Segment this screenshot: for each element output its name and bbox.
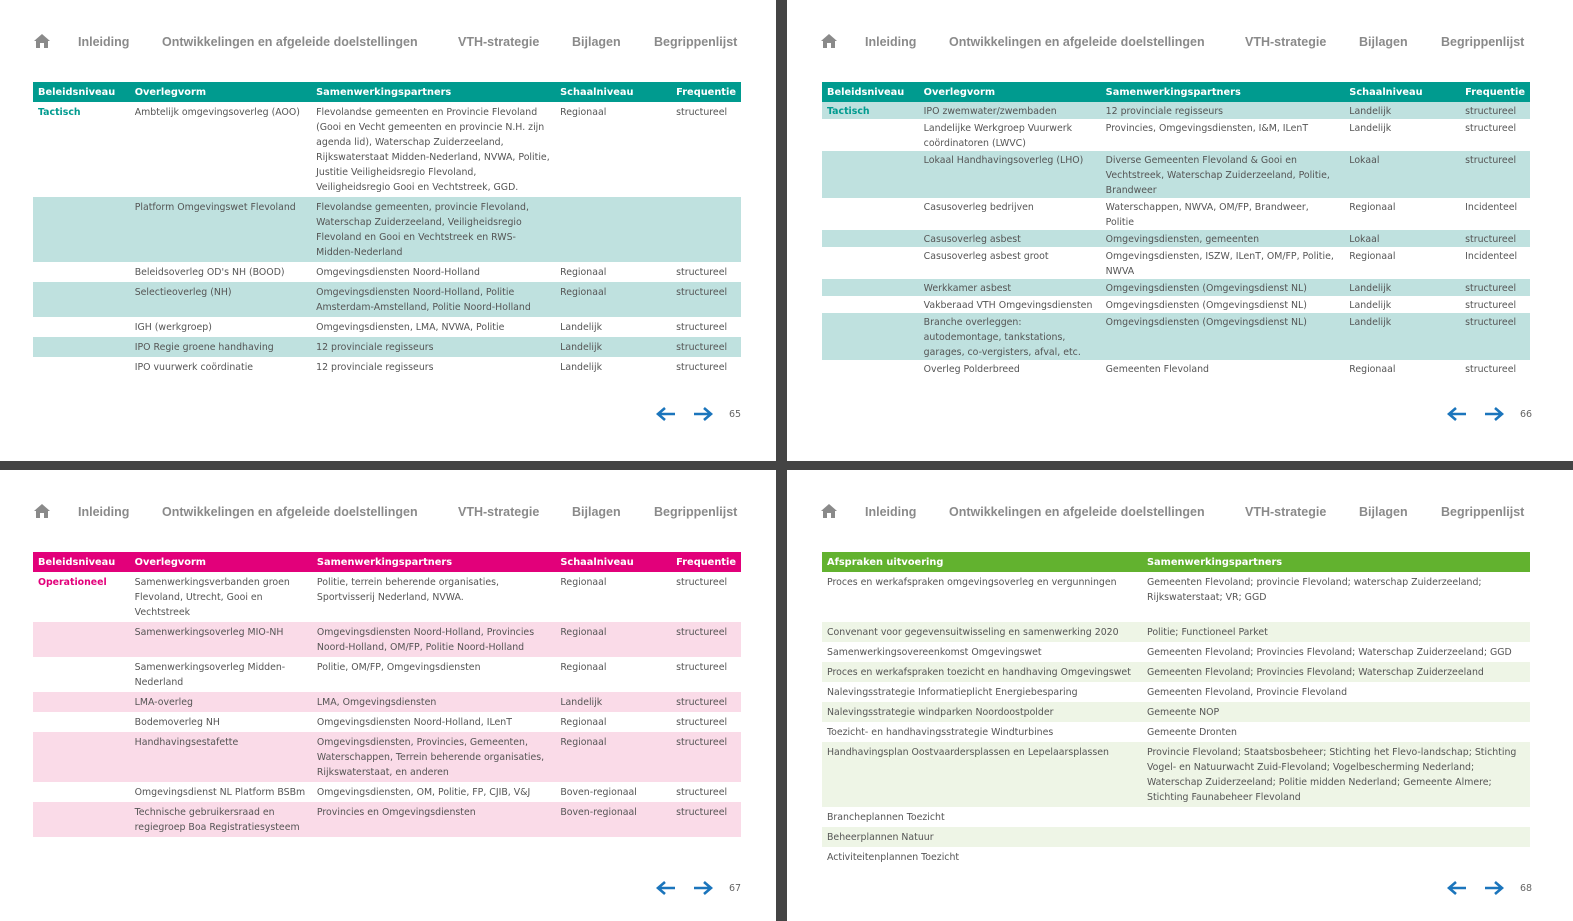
table-row: [822, 722, 1530, 742]
column-header: Beleidsniveau: [38, 86, 116, 98]
cell-beleidsniveau: [822, 230, 919, 247]
cell-schaalniveau: Landelijk: [560, 697, 603, 708]
cell-frequentie: structureel: [676, 107, 728, 118]
cell-frequentie: structureel: [1465, 123, 1517, 134]
table-row: [822, 279, 1530, 296]
nav-item-3[interactable]: Bijlagen: [572, 35, 621, 49]
cell-beleidsniveau: [822, 313, 919, 360]
cell-overlegvorm: Technische gebruikersraad en regiegroep Boa Registratiesysteem: [134, 807, 300, 833]
column-header: Samenwerkingspartners: [1147, 556, 1283, 568]
cell-samenwerkingspartners: Provincies en Omgevingsdiensten: [316, 807, 476, 818]
cell-frequentie: structureel: [676, 697, 728, 708]
column-header: Samenwerkingspartners: [316, 556, 453, 568]
table-row: [33, 692, 741, 712]
cell-afspraak: Toezicht- en handhavingsstrategie Windturbines: [827, 727, 1054, 738]
cell-frequentie: structureel: [1465, 317, 1517, 328]
table-row: [822, 827, 1530, 847]
cell-beleidsniveau: [33, 782, 130, 802]
partners-table: [822, 552, 1530, 867]
cell-overlegvorm: Branche overleggen: autodemontage, tankstations, garages, co-vergisters, afval, etc.: [923, 317, 1081, 358]
table-row: [33, 622, 741, 657]
cell-samenwerkingspartners: Omgevingsdiensten, OM, Politie, FP, CJIB, V&J: [316, 787, 531, 798]
nav-item-3[interactable]: Bijlagen: [1359, 505, 1408, 519]
cell-samenwerkingspartners: Omgevingsdiensten Noord-Holland, Provincies Noord-Holland, OM/FP, Politie Noord-Holland: [316, 627, 535, 653]
cell-beleidsniveau: [822, 198, 919, 230]
column-header: Frequentie: [676, 86, 736, 98]
table-row: [822, 807, 1530, 827]
cell-overlegvorm: Ambtelijk omgevingsoverleg (AOO): [134, 107, 300, 118]
column-header: Overlegvorm: [923, 86, 996, 98]
table-row: [33, 102, 741, 197]
table-row: [822, 742, 1530, 807]
table-row: [822, 198, 1530, 230]
cell-frequentie: structureel: [676, 342, 728, 353]
column-header: Schaalniveau: [1349, 86, 1423, 98]
cell-samenwerkingspartners: Politie; Functioneel Parket: [1147, 627, 1268, 638]
nav-item-1[interactable]: Ontwikkelingen en afgeleide doelstellingen: [949, 35, 1205, 49]
cell-frequentie: structureel: [676, 322, 728, 333]
cell-frequentie: structureel: [676, 577, 728, 588]
page-number: 68: [1520, 883, 1533, 894]
table-header-row: [822, 552, 1530, 572]
table-row: [822, 642, 1530, 662]
table-row: [33, 337, 741, 357]
nav-item-2[interactable]: VTH-strategie: [1245, 505, 1327, 519]
cell-afspraak: Beheerplannen Natuur: [827, 832, 934, 843]
cell-schaalniveau: Regionaal: [560, 627, 607, 638]
cell-overlegvorm: Selectieoverleg (NH): [134, 287, 232, 298]
cell-schaalniveau: Regionaal: [560, 717, 607, 728]
table-row: [822, 247, 1530, 279]
cell-frequentie: structureel: [1465, 300, 1517, 311]
table-row: [822, 296, 1530, 313]
arrow-right-icon[interactable]: [692, 879, 714, 897]
cell-samenwerkingspartners: Waterschappen, NWVA, OM/FP, Brandweer, Politie: [1105, 202, 1309, 228]
table-row: [33, 657, 741, 692]
cell-samenwerkingspartners: Gemeenten Flevoland; Provincies Flevoland; Waterschap Zuiderzeeland; GGD: [1147, 647, 1512, 658]
page-66: [787, 0, 1573, 461]
cell-beleidsniveau: [822, 151, 919, 198]
cell-beleidsniveau: [33, 657, 130, 692]
cell-afspraak: Activiteitenplannen Toezicht: [827, 852, 960, 863]
column-header: Samenwerkingspartners: [316, 86, 452, 98]
home-icon[interactable]: [820, 33, 838, 49]
table-row: [822, 662, 1530, 682]
home-icon[interactable]: [33, 33, 51, 49]
cell-beleidsniveau: Operationeel: [38, 577, 107, 588]
cell-frequentie: Incidenteel: [1465, 251, 1518, 262]
arrow-right-icon[interactable]: [692, 405, 714, 423]
nav-item-1[interactable]: Ontwikkelingen en afgeleide doelstellingen: [162, 505, 418, 519]
column-header: Beleidsniveau: [827, 86, 905, 98]
table-row: [822, 572, 1530, 622]
cell-beleidsniveau: [33, 357, 130, 377]
cell-frequentie: structureel: [1465, 234, 1517, 245]
cell-beleidsniveau: Tactisch: [38, 107, 81, 118]
cell-frequentie: structureel: [676, 267, 728, 278]
cell-beleidsniveau: [33, 712, 130, 732]
table-header-row: [822, 82, 1530, 102]
cell-overlegvorm: Lokaal Handhavingsoverleg (LHO): [923, 155, 1084, 166]
cell-overlegvorm: Platform Omgevingswet Flevoland: [134, 202, 296, 213]
arrow-left-icon[interactable]: [655, 405, 677, 423]
nav-item-1[interactable]: Ontwikkelingen en afgeleide doelstellingen: [949, 505, 1205, 519]
cell-samenwerkingspartners: Omgevingsdiensten Noord-Holland, ILenT: [316, 717, 512, 728]
nav-item-1[interactable]: Ontwikkelingen en afgeleide doelstellingen: [162, 35, 418, 49]
cell-samenwerkingspartners: Omgevingsdiensten (Omgevingsdienst NL): [1105, 317, 1307, 328]
cell-schaalniveau: [555, 197, 671, 262]
cell-schaalniveau: Landelijk: [560, 322, 602, 333]
nav-item-4[interactable]: Begrippenlijst: [1441, 505, 1525, 519]
page-footer: [1446, 879, 1546, 899]
cell-overlegvorm: Casusoverleg bedrijven: [923, 202, 1034, 213]
cell-overlegvorm: Omgevingsdienst NL Platform BSBm: [134, 787, 306, 798]
cell-schaalniveau: Lokaal: [1349, 234, 1380, 245]
cell-samenwerkingspartners: Gemeenten Flevoland, Provincie Flevoland: [1147, 687, 1348, 698]
table-row: [33, 317, 741, 337]
cell-schaalniveau: Regionaal: [1349, 364, 1396, 375]
table-row: [33, 732, 741, 782]
arrow-right-icon[interactable]: [1483, 405, 1505, 423]
cell-samenwerkingspartners: LMA, Omgevingsdiensten: [316, 697, 437, 708]
page-67: [0, 470, 776, 921]
nav-item-2[interactable]: VTH-strategie: [458, 505, 540, 519]
cell-schaalniveau: Regionaal: [560, 662, 607, 673]
table-row: [822, 682, 1530, 702]
cell-beleidsniveau: [33, 732, 130, 782]
cell-frequentie: structureel: [1465, 106, 1517, 117]
cell-overlegvorm: IGH (werkgroep): [134, 322, 212, 333]
cell-frequentie: structureel: [1465, 155, 1517, 166]
column-header: Frequentie: [676, 556, 736, 568]
cell-samenwerkingspartners: Omgevingsdiensten, gemeenten: [1105, 234, 1260, 245]
cell-frequentie: structureel: [1465, 283, 1517, 294]
table-row: [822, 102, 1530, 119]
top-navigation: [33, 503, 753, 523]
page-68: [787, 470, 1573, 921]
cell-samenwerkingspartners: Omgevingsdiensten, Provincies, Gemeenten, Waterschappen, Terrein beherende organisaties, Rijkswaterstaat, en anderen: [316, 737, 545, 778]
table-row: [33, 802, 741, 837]
cell-samenwerkingspartners: Gemeenten Flevoland; provincie Flevoland; waterschap Zuiderzeeland; Rijkswaterstaat; VR; GGD: [1147, 577, 1482, 603]
nav-item-2[interactable]: VTH-strategie: [458, 35, 540, 49]
cell-samenwerkingspartners: Provincies, Omgevingsdiensten, I&M, ILenT: [1105, 123, 1309, 134]
cell-schaalniveau: Landelijk: [560, 342, 602, 353]
cell-samenwerkingspartners: Diverse Gemeenten Flevoland & Gooi en Vechtstreek, Waterschap Zuiderzeeland, Politie, Brandweer: [1105, 155, 1330, 196]
cell-samenwerkingspartners: Gemeente NOP: [1147, 707, 1220, 718]
cell-beleidsniveau: [33, 337, 130, 357]
table-row: [822, 360, 1530, 377]
cell-overlegvorm: Beleidsoverleg OD's NH (BOOD): [134, 267, 285, 278]
table-row: [822, 702, 1530, 722]
cell-samenwerkingspartners: Flevolandse gemeenten, provincie Flevoland, Waterschap Zuiderzeeland, Veiligheidsregio Flevoland en Gooi en Vechtstreek en RWS-Midden-Nederland: [316, 202, 529, 258]
page-number: 65: [729, 409, 742, 420]
table-row: [33, 262, 741, 282]
nav-item-3[interactable]: Bijlagen: [1359, 35, 1408, 49]
cell-afspraak: Proces en werkafspraken omgevingsoverleg en vergunningen: [827, 577, 1117, 588]
page-number: 66: [1520, 409, 1533, 420]
column-header: Frequentie: [1465, 86, 1525, 98]
column-header: Overlegvorm: [134, 86, 207, 98]
cell-overlegvorm: Overleg Polderbreed: [923, 364, 1020, 375]
cell-beleidsniveau: Tactisch: [827, 106, 870, 117]
page-65: [0, 0, 776, 461]
cell-schaalniveau: Landelijk: [1349, 300, 1392, 311]
table-row: [33, 197, 741, 262]
partners-table: [33, 552, 741, 837]
cell-afspraak: Convenant voor gegevensuitwisseling en samenwerking 2020: [827, 627, 1119, 638]
arrow-left-icon[interactable]: [1446, 405, 1468, 423]
cell-overlegvorm: IPO vuurwerk coördinatie: [134, 362, 254, 373]
page-footer: [1446, 405, 1546, 425]
cell-beleidsniveau: [822, 279, 919, 296]
cell-samenwerkingspartners: Politie, OM/FP, Omgevingsdiensten: [316, 662, 481, 673]
cell-samenwerkingspartners: 12 provinciale regisseurs: [316, 342, 434, 353]
cell-schaalniveau: Regionaal: [1349, 202, 1396, 213]
nav-item-4[interactable]: Begrippenlijst: [1441, 35, 1525, 49]
cell-frequentie: structureel: [676, 807, 728, 818]
cell-schaalniveau: Lokaal: [1349, 155, 1380, 166]
top-navigation: [820, 33, 1540, 53]
cell-samenwerkingspartners: Omgevingsdiensten (Omgevingsdienst NL): [1105, 283, 1307, 294]
cell-beleidsniveau: [33, 197, 130, 262]
cell-schaalniveau: Landelijk: [1349, 106, 1392, 117]
nav-item-0[interactable]: Inleiding: [865, 505, 917, 519]
table-row: [33, 572, 741, 622]
cell-frequentie: structureel: [676, 717, 728, 728]
arrow-left-icon[interactable]: [1446, 879, 1468, 897]
home-icon[interactable]: [820, 503, 838, 519]
cell-samenwerkingspartners: 12 provinciale regisseurs: [316, 362, 434, 373]
cell-afspraak: Samenwerkingsovereenkomst Omgevingswet: [827, 647, 1042, 658]
cell-beleidsniveau: [33, 317, 130, 337]
cell-beleidsniveau: [822, 296, 919, 313]
cell-samenwerkingspartners: Omgevingsdiensten Noord-Holland: [316, 267, 480, 278]
nav-item-0[interactable]: Inleiding: [865, 35, 917, 49]
nav-item-3[interactable]: Bijlagen: [572, 505, 621, 519]
cell-samenwerkingspartners: Omgevingsdiensten, LMA, NVWA, Politie: [316, 322, 505, 333]
arrow-right-icon[interactable]: [1483, 879, 1505, 897]
cell-overlegvorm: Casusoverleg asbest: [923, 234, 1021, 245]
cell-samenwerkingspartners: Gemeenten Flevoland; Provincies Flevoland; Waterschap Zuiderzeeland: [1147, 667, 1484, 678]
cell-samenwerkingspartners: Provincie Flevoland; Staatsbosbeheer; Stichting het Flevo-landschap; Stichting Vogel- en Natuurwacht Zuid-Flevoland; Vogelbescherming Nederland; Waterschap Zuiderzeeland; Politie midden Nederland; Gemeente Almere; Stichting Faunabeheer Flevoland: [1147, 747, 1517, 803]
cell-samenwerkingspartners: Gemeenten Flevoland: [1105, 364, 1209, 375]
cell-overlegvorm: Vakberaad VTH Omgevingsdiensten: [923, 300, 1093, 311]
cell-overlegvorm: IPO zwemwater/zwembaden: [923, 106, 1057, 117]
cell-samenwerkingspartners: [1142, 827, 1530, 847]
cell-beleidsniveau: [33, 802, 130, 837]
partners-table: [33, 82, 741, 377]
cell-samenwerkingspartners: Politie, terrein beherende organisaties, Sportvisserij Nederland, NVWA.: [316, 577, 499, 603]
cell-schaalniveau: Landelijk: [560, 362, 602, 373]
cell-overlegvorm: LMA-overleg: [134, 697, 193, 708]
column-header: Overlegvorm: [134, 556, 207, 568]
cell-overlegvorm: Samenwerkingsverbanden groen Flevoland, Utrecht, Gooi en Vechtstreek: [134, 577, 290, 618]
column-header: Afspraken uitvoering: [827, 556, 944, 568]
column-header: Schaalniveau: [560, 556, 634, 568]
cell-samenwerkingspartners: Omgevingsdiensten (Omgevingsdienst NL): [1105, 300, 1307, 311]
table-row: [822, 119, 1530, 151]
cell-afspraak: Nalevingsstrategie Informatieplicht Energiebesparing: [827, 687, 1078, 698]
table-row: [822, 622, 1530, 642]
cell-frequentie: structureel: [676, 627, 728, 638]
page-number: 67: [729, 883, 742, 894]
cell-overlegvorm: Bodemoverleg NH: [134, 717, 220, 728]
cell-afspraak: Proces en werkafspraken toezicht en handhaving Omgevingswet: [827, 667, 1131, 678]
cell-schaalniveau: Regionaal: [560, 107, 607, 118]
nav-item-2[interactable]: VTH-strategie: [1245, 35, 1327, 49]
cell-frequentie: structureel: [676, 737, 728, 748]
cell-frequentie: [671, 197, 741, 262]
cell-schaalniveau: Landelijk: [1349, 283, 1392, 294]
table-row: [33, 712, 741, 732]
table-row: [33, 282, 741, 317]
cell-samenwerkingspartners: [1142, 847, 1530, 867]
cell-overlegvorm: Casusoverleg asbest groot: [923, 251, 1049, 262]
cell-schaalniveau: Regionaal: [560, 577, 607, 588]
cell-frequentie: structureel: [676, 787, 728, 798]
cell-schaalniveau: Boven-regionaal: [560, 787, 637, 798]
page-footer: [655, 879, 755, 899]
cell-schaalniveau: Regionaal: [560, 267, 607, 278]
cell-overlegvorm: Werkkamer asbest: [923, 283, 1012, 294]
cell-beleidsniveau: [33, 692, 130, 712]
cell-samenwerkingspartners: Omgevingsdiensten, ISZW, ILenT, OM/FP, Politie, NWVA: [1105, 251, 1334, 277]
page-footer: [655, 405, 755, 425]
cell-overlegvorm: Samenwerkingsoverleg Midden-Nederland: [134, 662, 286, 688]
cell-frequentie: Incidenteel: [1465, 202, 1518, 213]
cell-samenwerkingspartners: 12 provinciale regisseurs: [1105, 106, 1224, 117]
cell-schaalniveau: Regionaal: [1349, 251, 1396, 262]
top-navigation: [33, 33, 753, 53]
cell-afspraak: Brancheplannen Toezicht: [827, 812, 945, 823]
table-header-row: [33, 82, 741, 102]
nav-item-4[interactable]: Begrippenlijst: [654, 35, 738, 49]
cell-overlegvorm: Handhavingsestafette: [134, 737, 239, 748]
table-row: [822, 230, 1530, 247]
table-row: [822, 313, 1530, 360]
column-header: Samenwerkingspartners: [1105, 86, 1241, 98]
nav-item-4[interactable]: Begrippenlijst: [654, 505, 738, 519]
cell-schaalniveau: Regionaal: [560, 287, 607, 298]
cell-samenwerkingspartners: Omgevingsdiensten Noord-Holland, Politie Amsterdam-Amstelland, Politie Noord-Holland: [316, 287, 531, 313]
cell-overlegvorm: IPO Regie groene handhaving: [134, 342, 274, 353]
table-row: [822, 151, 1530, 198]
cell-afspraak: Handhavingsplan Oostvaardersplassen en Lepelaarsplassen: [827, 747, 1109, 758]
cell-afspraak: Nalevingsstrategie windparken Noordoostpolder: [827, 707, 1054, 718]
cell-frequentie: structureel: [676, 662, 728, 673]
partners-table: [822, 82, 1530, 377]
table-header-row: [33, 552, 741, 572]
table-row: [33, 782, 741, 802]
cell-schaalniveau: Regionaal: [560, 737, 607, 748]
cell-overlegvorm: Samenwerkingsoverleg MIO-NH: [134, 627, 284, 638]
column-header: Schaalniveau: [560, 86, 634, 98]
cell-beleidsniveau: [33, 282, 130, 317]
cell-samenwerkingspartners: Gemeente Dronten: [1147, 727, 1237, 738]
cell-beleidsniveau: [33, 622, 130, 657]
cell-frequentie: structureel: [676, 287, 728, 298]
nav-item-0[interactable]: Inleiding: [78, 35, 130, 49]
table-row: [33, 357, 741, 377]
table-row: [822, 847, 1530, 867]
cell-schaalniveau: Landelijk: [1349, 123, 1392, 134]
cell-schaalniveau: Boven-regionaal: [560, 807, 637, 818]
cell-beleidsniveau: [822, 360, 919, 377]
cell-frequentie: structureel: [676, 362, 728, 373]
cell-samenwerkingspartners: Flevolandse gemeenten en Provincie Flevoland (Gooi en Vecht gemeenten en provincie N.H. zijn agenda lid), Waterschap Zuiderzeeland, Rijkswaterstaat Midden-Nederland, NVWA, Politie, Justitie Veiligheidsregio Flevoland, Veiligheidsregio Gooi en Vechtstreek, GGD.: [316, 107, 550, 193]
cell-schaalniveau: Landelijk: [1349, 317, 1392, 328]
cell-beleidsniveau: [822, 119, 919, 151]
cell-frequentie: structureel: [1465, 364, 1517, 375]
arrow-left-icon[interactable]: [655, 879, 677, 897]
home-icon[interactable]: [33, 503, 51, 519]
cell-beleidsniveau: [822, 247, 919, 279]
cell-overlegvorm: Landelijke Werkgroep Vuurwerk coördinatoren (LWVC): [923, 123, 1072, 149]
nav-item-0[interactable]: Inleiding: [78, 505, 130, 519]
cell-beleidsniveau: [33, 262, 130, 282]
top-navigation: [820, 503, 1540, 523]
column-header: Beleidsniveau: [38, 556, 116, 568]
cell-samenwerkingspartners: [1142, 807, 1530, 827]
